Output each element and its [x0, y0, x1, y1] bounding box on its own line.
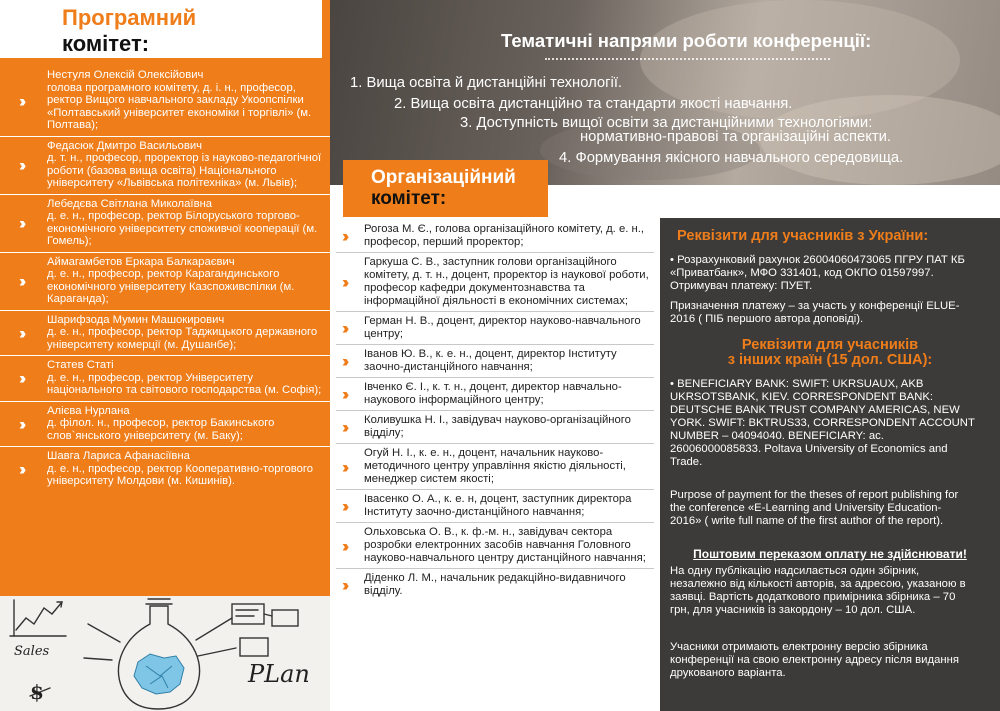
- member-name: Лебедєва Світлана Миколаївна: [47, 197, 213, 210]
- list-item: [0, 402, 330, 448]
- list-item: [336, 345, 654, 378]
- org-committee-title: Організаційний: [371, 167, 516, 188]
- member-name: Алієва Нурлана: [47, 404, 130, 417]
- chevron-double-right-icon: ››: [342, 536, 346, 555]
- dollar-label: $: [30, 680, 44, 704]
- member-name: Аймагамбетов Еркара Балкараєвич: [47, 255, 235, 268]
- international-payment-purpose: Purpose of payment for the theses of report publishing for the conference «E-Learning and University Education-2016» ( write full name of the first author of the report).: [670, 489, 959, 527]
- chevron-double-right-icon: ››: [19, 368, 23, 388]
- publication-note: На одну публікацію надсилається один збірник, незалежно від кількості авторів, за адресою, указаною в заявці. Вартість додаткового примірника збірника – 70 грн, для учасників із закордону – 10 дол. США.: [670, 565, 966, 616]
- member-description: д. е. н., професор, ректор Кооперативно-торгового університету Молдови (м. Кишинів).: [47, 462, 314, 487]
- member-name: Нестуля Олексій Олексійович: [47, 69, 204, 81]
- topic-item-2: 2. Вища освіта дистанційно та стандарти якості навчання.: [394, 96, 793, 112]
- chevron-double-right-icon: ››: [19, 414, 23, 434]
- chevron-double-right-icon: ››: [19, 155, 23, 175]
- list-item: [0, 356, 330, 402]
- member-text: Огуй Н. І., к. е. н., доцент, начальник науково-методичного центру управління якістю діяльності, менеджер систем якості;: [364, 447, 626, 485]
- member-description: д. т. н., професор, проректор із науково-педагогічної роботи (базова вища освіта) Національного університету «Львівська політехніка» (м. Львів);: [47, 152, 322, 189]
- member-description: д. е. н., професор, ректор Таджицького державного університету комерції (м. Душанбе);: [47, 326, 318, 351]
- list-item: [336, 569, 654, 601]
- member-description: д. філол. н., професор, ректор Бакинського слов`янського університету (м. Баку);: [47, 417, 275, 442]
- member-description: голова програмного комітету, д. і. н., професор, ректор Вищого навчального закладу Укоопспілки «Полтавський університет економіки і торгівлі» (м. Полтава);: [47, 81, 312, 131]
- ukraine-payment-purpose: Призначення платежу – за участь у конференції ELUE-2016 ( ПІБ першого автора доповіді).: [670, 300, 960, 325]
- list-item: [336, 312, 654, 345]
- member-text: Гаркуша С. В., заступник голови організаційного комітету, д. т. н., доцент, проректор із наукової роботи, професор кафедри документознавства та інформаційної діяльності в економічних системах;: [364, 256, 649, 307]
- program-committee-title-line2: комітет:: [62, 31, 150, 56]
- member-text: Іванов Ю. В., к. е. н., доцент, директор Інституту заочно-дистанційного навчання;: [364, 348, 617, 373]
- program-committee-title: Програмний: [62, 5, 197, 30]
- list-item: [0, 137, 330, 195]
- list-item: [336, 378, 654, 411]
- topic-item-1: 1. Вища освіта й дистанційні технології.: [350, 75, 623, 91]
- member-text: Івченко Є. І., к. т. н., доцент, директор навчально-наукового інформаційного центру;: [364, 381, 622, 406]
- title-dotted-divider: [545, 58, 830, 60]
- list-item: [0, 447, 330, 492]
- member-name: Шарифзода Мумин Машокирович: [47, 313, 225, 326]
- electronic-version-note: Учасники отримають електронну версію збірника конференції на свою електронну адресу після видання друкованого варіанта.: [670, 641, 959, 679]
- planning-sketch-illustration: [0, 596, 330, 711]
- chevron-double-right-icon: ››: [342, 496, 346, 516]
- ukraine-bank-account: • Розрахунковий рахунок 26004060473065 ПГРУ ПАТ КБ «Приватбанк», МФО 331401, код ОКПО 01597997. Отримувач платежу: ПУЕТ.: [670, 254, 965, 292]
- member-text: Івасенко О. А., к. е. н, доцент, заступник директора Інституту заочно-дистанційного навчання;: [364, 493, 632, 518]
- member-name: Федасюк Дмитро Васильович: [47, 139, 203, 152]
- chevron-double-right-icon: ››: [342, 226, 346, 246]
- chevron-double-right-icon: ››: [342, 272, 346, 292]
- topics-banner: [330, 0, 1000, 185]
- chevron-double-right-icon: ››: [19, 213, 23, 233]
- chevron-double-right-icon: ››: [19, 91, 23, 111]
- chevron-double-right-icon: ››: [342, 575, 346, 595]
- chevron-double-right-icon: ››: [342, 417, 346, 437]
- member-description: д. е. н., професор, ректор Карагандинського економічного університету Казспоживспілки (м. Караганда);: [47, 268, 295, 305]
- chevron-double-right-icon: ››: [342, 457, 346, 476]
- topic-item-3: 3. Доступність вищої освіти за дистанційними технологіями:: [460, 115, 873, 131]
- member-text: Рогоза М. Є., голова організаційного комітету, д. е. н., професор, перший проректор;: [364, 223, 645, 248]
- list-item: [0, 195, 330, 253]
- org-committee-list: [336, 220, 654, 601]
- list-item: [0, 253, 330, 311]
- list-item: [336, 253, 654, 312]
- member-name: Статев Статі: [47, 359, 114, 371]
- chevron-double-right-icon: ››: [342, 384, 346, 404]
- list-item: [336, 490, 654, 523]
- member-text: Ольховська О. В., к. ф.-м. н., завідувач сектора розробки електронних засобів навчання Головного науково-навчального центру дистанційного навчання;: [364, 526, 646, 564]
- international-requisites-title-line2: з інших країн (15 дол. США):: [727, 352, 933, 368]
- lightbulb-sketch-icon: [0, 596, 330, 711]
- topics-title: Тематичні напрями роботи конференції:: [501, 30, 872, 51]
- member-description: д. е. н., професор, ректор Університету національного та світового господарства (м. Софія);: [47, 371, 322, 396]
- member-text: Діденко Л. М., начальник редакційно-видавничого відділу.: [364, 572, 626, 597]
- org-committee-header: [343, 160, 548, 217]
- international-requisites-title: Реквізити для учасників: [741, 337, 919, 353]
- member-text: Герман Н. В., доцент, директор науково-навчального центру;: [364, 315, 641, 340]
- list-item: [336, 411, 654, 444]
- list-item: [336, 444, 654, 490]
- chevron-double-right-icon: ››: [342, 351, 346, 371]
- plan-label: PLan: [248, 660, 310, 688]
- chevron-double-right-icon: ››: [342, 318, 346, 338]
- no-postal-transfer-notice: Поштовим переказом оплату не здійснювати!: [693, 547, 967, 561]
- chevron-double-right-icon: ››: [19, 271, 23, 291]
- list-item: [336, 523, 654, 569]
- org-committee-title-line2: комітет:: [371, 188, 447, 209]
- list-item: [0, 66, 330, 137]
- member-text: Коливушка Н. І., завідувач науково-організаційного відділу;: [364, 414, 631, 439]
- member-description: д. е. н., професор, ректор Білоруського торгово-економічного університету споживчої кооперації (м. Гомель);: [47, 210, 318, 247]
- requisites-panel: [660, 218, 1000, 711]
- list-item: [336, 220, 654, 253]
- member-name: Шавга Лариса Афанасіївна: [47, 450, 190, 462]
- international-bank-details: • BENEFICIARY BANK: SWIFT: UKRSUAUX, AKB UKRSOTSBANK, KIEV. CORRESPONDENT BANK: DEUTSCHE BANK TRUST COMPANY AMERICAS, NEW YORK. SWIFT: BKTRUS33, CORRESPONDENT ACCOUNT NUMBER – 04094040. BENEFICIARY: ac. 26006000085833. Poltava University of Economics and Trade.: [670, 378, 975, 468]
- program-committee-list: [0, 66, 330, 492]
- chevron-double-right-icon: ››: [19, 459, 23, 479]
- topic-item-4: 4. Формування якісного навчального середовища.: [559, 150, 904, 166]
- list-item: [0, 311, 330, 357]
- program-committee-header: [0, 0, 322, 58]
- chevron-double-right-icon: ››: [19, 323, 23, 343]
- ukraine-requisites-title: Реквізити для учасників з України:: [677, 228, 929, 244]
- sales-label: Sales: [14, 644, 50, 659]
- topic-item-3-cont: нормативно-правові та організаційні аспекти.: [580, 129, 892, 145]
